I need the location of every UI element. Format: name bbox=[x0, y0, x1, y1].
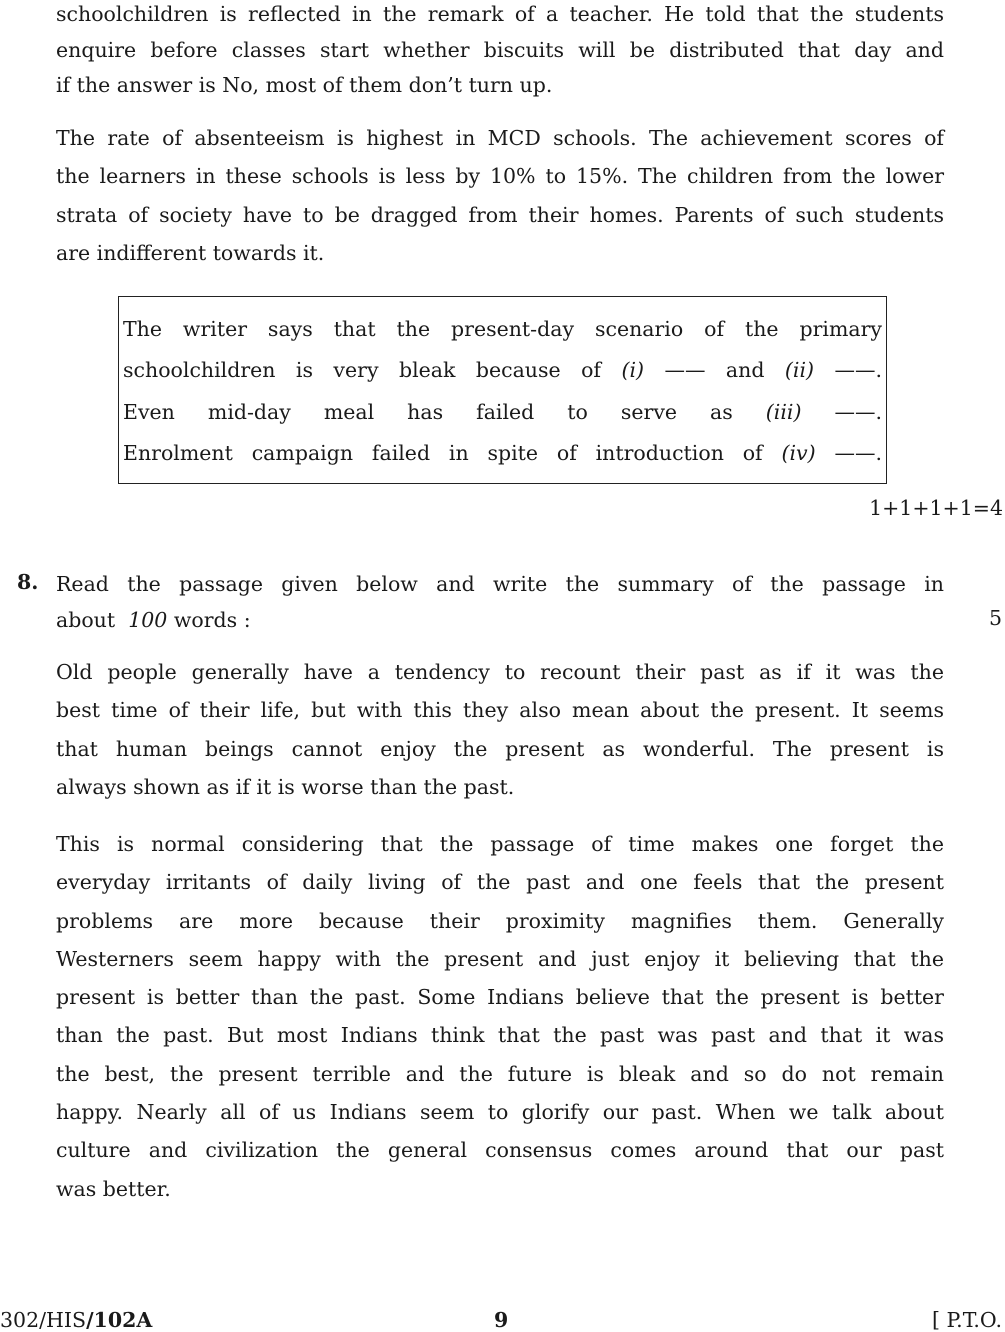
box-marks: 1+1+1+1=4 bbox=[869, 496, 1003, 520]
text-line: than the past. But most Indians think that the past was past and that it was bbox=[56, 1023, 944, 1048]
box-line-1: The writer says that the present-day scenario of the primary bbox=[123, 317, 882, 341]
question-8-text bbox=[56, 570, 944, 641]
text-line: problems are more because their proximity magnifies them. Generally bbox=[56, 908, 944, 933]
text-line: strata of society have to be dragged from their homes. Parents of such students bbox=[56, 202, 944, 227]
box-line-3: Even mid-day meal has failed to serve as (iii) ——. bbox=[123, 399, 882, 424]
text-line: Westerners seem happy with the present and just enjoy it believing that the bbox=[56, 946, 944, 971]
question-line-2: about 100 words : bbox=[56, 607, 251, 632]
question-number: 8. bbox=[17, 570, 39, 594]
text-line: This is normal considering that the passage of time makes one forget the bbox=[56, 832, 944, 856]
text-line: present is better than the past. Some Indians believe that the present is better bbox=[56, 985, 944, 1010]
text-line: are indifferent towards it. bbox=[56, 240, 325, 265]
text-line: happy. Nearly all of us Indians seem to glorify our past. When we talk about bbox=[56, 1100, 944, 1125]
text-line: was better. bbox=[56, 1176, 171, 1201]
text-line: everyday irritants of daily living of the past and one feels that the present bbox=[56, 870, 944, 895]
text-line: the best, the present terrible and the future is bleak and so do not remain bbox=[56, 1061, 944, 1086]
box-line-2: schoolchildren is very bleak because of (i) —— and (ii) ——. bbox=[123, 358, 882, 383]
paper-code: 302/HIS/102A bbox=[0, 1308, 153, 1332]
passage-paragraph-2 bbox=[56, 124, 944, 277]
box-line-4: Enrolment campaign failed in spite of introduction of (iv) ——. bbox=[123, 440, 882, 465]
passage-8-paragraph-2 bbox=[56, 830, 944, 1213]
question-marks: 5 bbox=[989, 606, 1003, 630]
text-line: best time of their life, but with this they also mean about the present. It seems bbox=[56, 698, 944, 723]
passage-intro bbox=[56, 0, 944, 107]
passage-8-paragraph-1 bbox=[56, 658, 944, 811]
page-number: 9 bbox=[494, 1308, 509, 1332]
fill-in-blanks-box bbox=[118, 296, 887, 484]
text-line: culture and civilization the general consensus comes around that our past bbox=[56, 1138, 944, 1163]
text-line: always shown as if it is worse than the past. bbox=[56, 774, 515, 799]
text-line: enquire before classes start whether biscuits will be distributed that day and bbox=[56, 37, 944, 62]
text-line: Old people generally have a tendency to recount their past as if it was the bbox=[56, 660, 944, 684]
text-line: The rate of absenteeism is highest in MCD schools. The achievement scores of bbox=[56, 126, 944, 150]
pto-label: [ P.T.O. bbox=[932, 1308, 1002, 1332]
text-line: the learners in these schools is less by 10% to 15%. The children from the lower bbox=[56, 164, 944, 189]
text-line: schoolchildren is reflected in the remark of a teacher. He told that the students bbox=[56, 2, 944, 26]
question-line-1: Read the passage given below and write the summary of the passage in bbox=[56, 572, 944, 596]
text-line: if the answer is No, most of them don’t turn up. bbox=[56, 73, 553, 97]
text-line: that human beings cannot enjoy the present as wonderful. The present is bbox=[56, 736, 944, 761]
